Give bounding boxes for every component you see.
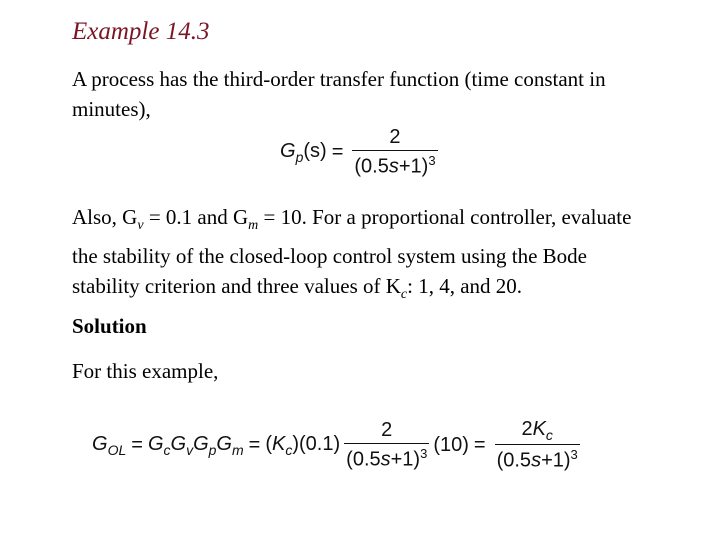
equals-sign-1: = (131, 433, 143, 456)
intro-paragraph (72, 64, 720, 124)
problem-paragraph (72, 202, 720, 310)
open-loop-equation (92, 418, 584, 473)
gp-denominator: $(0.5s+1)^3$ (352, 150, 437, 179)
kc-factor: $(K_c)(0.1)$ (265, 432, 341, 458)
slide-title: Example 14.3 (72, 18, 210, 45)
solution-paragraph: For this example, (72, 359, 219, 383)
process-numerator: 2 (381, 419, 393, 441)
problem-line-1: Also, $G_v = 0.1$ and $G_m = 10$. For a proportional controller, evaluate (72, 205, 632, 234)
gp-symbol: $G_p(s)$ (280, 139, 327, 165)
solution-heading: Solution (72, 314, 147, 338)
equals-sign-3: = (473, 433, 486, 456)
equals-sign-2: = (248, 433, 261, 456)
problem-line-2: the stability of the closed-loop control system using the Bode (72, 244, 588, 269)
gp-numerator: 2 (389, 126, 401, 148)
transfer-function-equation (280, 126, 442, 179)
gain-product: $G_cG_vG_pG_m$ (147, 432, 244, 458)
result-fraction (495, 418, 580, 473)
gp-fraction (352, 126, 437, 179)
measurement-factor: (10) (433, 433, 469, 456)
result-denominator: $(0.5s+1)^3$ (495, 444, 580, 473)
result-numerator: $2K_c$ (521, 418, 553, 443)
intro-line-2: minutes), (72, 97, 151, 121)
process-denominator: $(0.5s+1)^3$ (344, 443, 429, 472)
gol-symbol: $G_{OL}$ (92, 432, 127, 458)
process-fraction (344, 419, 429, 472)
intro-line-1: A process has the third-order transfer function (time constant in (72, 67, 606, 91)
equals-sign: = (331, 140, 344, 163)
problem-line-3: stability criterion and three values of $K_c$: 1, 4, and 20. (72, 274, 523, 303)
